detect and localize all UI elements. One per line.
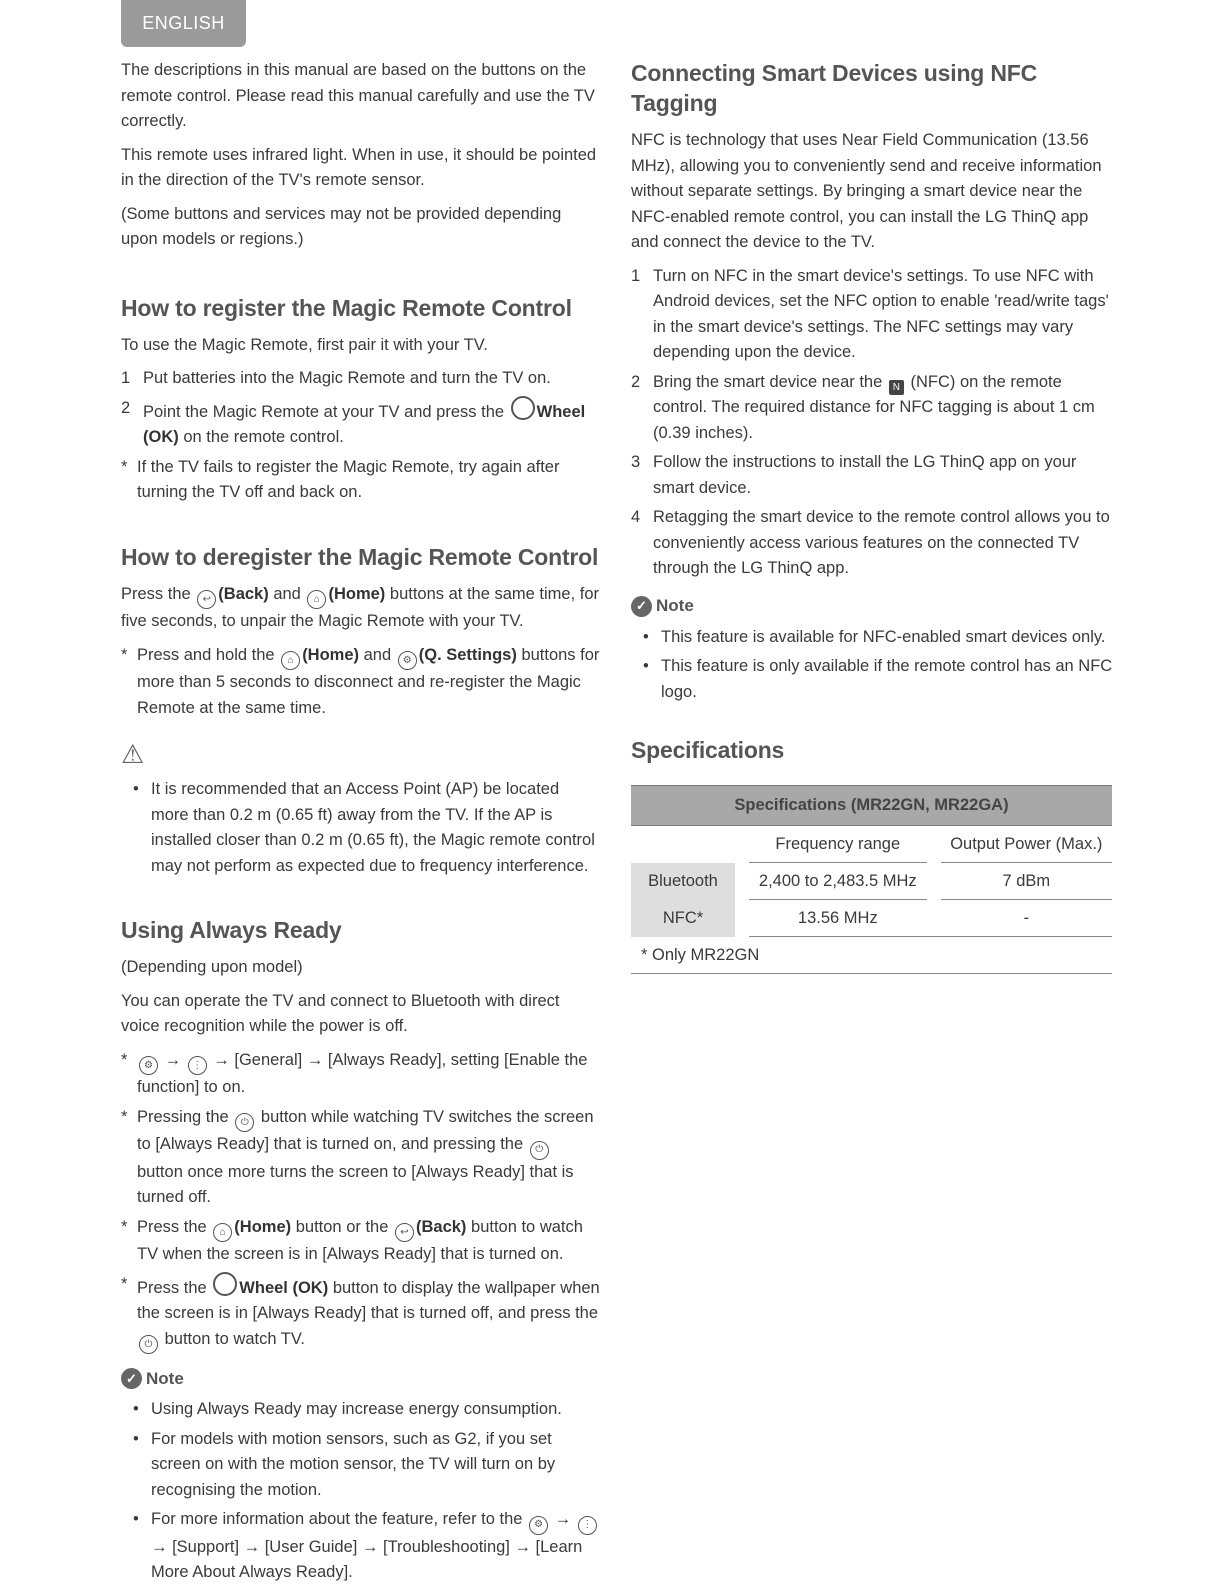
table-cell: -: [941, 900, 1112, 937]
table-footnote: * Only MR22GN: [631, 937, 1112, 974]
back-icon: ↩: [395, 1223, 414, 1242]
deregister-paragraph: Press the ↩ (Back) and ⌂ (Home) buttons at the same time, for five seconds, to unpair the Magic Remote with your TV.: [121, 584, 599, 630]
always-ready-note-heading: ✓ Note: [121, 1368, 601, 1389]
register-step-1: 1 Put batteries into the Magic Remote and turn the TV on.: [121, 369, 551, 387]
intro-paragraph-3: (Some buttons and services may not be provided depending upon models or regions.): [121, 204, 562, 248]
power-icon: ⏻: [235, 1113, 254, 1132]
home-icon: ⌂: [281, 651, 300, 670]
home-icon: ⌂: [213, 1223, 232, 1242]
specifications-heading: Specifications: [631, 737, 785, 763]
note-item: • For more information about the feature, refer to the ⚙ → ⋮ → [Support] → [User Guide] → [Troubleshooting] → [Learn More About Always Ready].: [121, 1507, 601, 1586]
settings-icon: ⚙: [139, 1056, 158, 1075]
check-icon: ✓: [631, 596, 652, 617]
nfc-heading: Connecting Smart Devices using NFC Tagging: [631, 60, 1037, 116]
note-item: • For models with motion sensors, such as G2, if you set screen on with the motion sensor, the TV will turn on by recognising the motion.: [133, 1429, 556, 1499]
power-icon: ⏻: [139, 1335, 158, 1354]
nfc-steps: [631, 264, 1113, 582]
deregister-tip: * Press and hold the ⌂ (Home) and ⚙ (Q. Settings) buttons for more than 5 seconds to disconnect and re-register the Magic Remote at the same time.: [121, 645, 600, 717]
register-lead: To use the Magic Remote, first pair it with your TV.: [121, 335, 488, 354]
intro-paragraph-1: The descriptions in this manual are based on the buttons on the remote control. Please read this manual carefully and use the TV correctly.: [121, 61, 595, 130]
table-cell: 13.56 MHz: [749, 900, 927, 937]
wheel-icon: [511, 396, 535, 420]
intro-paragraph-2: This remote uses infrared light. When in use, it should be pointed in the direction of the TV's remote sensor.: [121, 145, 597, 189]
warning-icon: ⚠: [121, 739, 145, 769]
note-item: • This feature is available for NFC-enabled smart devices only.: [643, 627, 1106, 646]
table-cell: 7 dBm: [941, 863, 1112, 900]
always-ready-tip-3: * Press the ⌂ (Home) button or the ↩ (Back) button to watch TV when the screen is in [Always Ready] that is turned on.: [121, 1217, 583, 1263]
register-tip: * If the TV fails to register the Magic Remote, try again after turning the TV off and back on.: [121, 457, 560, 501]
register-heading: How to register the Magic Remote Control: [121, 294, 572, 321]
left-column: [121, 58, 601, 1590]
always-ready-dependency: (Depending upon model): [121, 958, 303, 976]
nfc-step-2: 2 Bring the smart device near the N (NFC) on the remote control. The required distance for NFC tagging is about 1 cm (0.39 inches).: [631, 372, 1095, 442]
nfc-note-heading: ✓ Note: [631, 596, 1113, 617]
right-column: [631, 58, 1113, 974]
settings-icon: ⚙: [529, 1516, 548, 1535]
always-ready-lead: You can operate the TV and connect to Bluetooth with direct voice recognition while the power is off.: [121, 991, 560, 1035]
column-header-frequency: Frequency range: [749, 826, 927, 863]
nfc-icon: N: [889, 380, 904, 395]
nfc-step-4: 4 Retagging the smart device to the remote control allows you to conveniently access various features on the connected TV through the LG ThinQ app.: [631, 508, 1110, 577]
nfc-step-1: 1 Turn on NFC in the smart device's settings. To use NFC with Android devices, set the NFC option to enable 'read/write tags' in the smart device's settings. The NFC settings may vary depending upon the device.: [631, 266, 1109, 361]
nfc-step-3: 3 Follow the instructions to install the LG ThinQ app on your smart device.: [631, 453, 1077, 497]
column-header-output-power: Output Power (Max.): [941, 826, 1112, 863]
back-icon: ↩: [197, 590, 216, 609]
wheel-icon: [213, 1272, 237, 1296]
always-ready-tip-4: * Press the Wheel (OK) button to display the wallpaper when the screen is in [Always Ready] that is turned off, and press the ⏻ button to watch TV.: [121, 1272, 601, 1355]
check-icon: ✓: [121, 1368, 142, 1389]
nfc-lead: NFC is technology that uses Near Field Communication (13.56 MHz), allowing you to conveniently send and receive information without separate settings. By bringing a smart device near the NFC-enabled remote control, you can install the LG ThinQ app and connect the device to the TV.: [631, 131, 1102, 251]
register-step-2: 2 Point the Magic Remote at your TV and press the Wheel (OK) on the remote control.: [121, 396, 601, 451]
note-item: • Using Always Ready may increase energy consumption.: [133, 1400, 562, 1418]
always-ready-tip-2: * Pressing the ⏻ button while watching TV switches the screen to [Always Ready] that is turned on, and pressing the ⏻ button once more turns the screen to [Always Ready] that is turned off.: [121, 1107, 594, 1206]
more-icon: ⋮: [188, 1056, 207, 1075]
row-header-nfc: NFC*: [631, 900, 735, 937]
row-header-bluetooth: Bluetooth: [631, 863, 735, 900]
deregister-heading: How to deregister the Magic Remote Control: [121, 543, 599, 570]
more-icon: ⋮: [578, 1516, 597, 1535]
always-ready-notes: [121, 1397, 601, 1586]
home-icon: ⌂: [307, 590, 326, 609]
table-cell: 2,400 to 2,483.5 MHz: [749, 863, 927, 900]
settings-icon: ⚙: [398, 651, 417, 670]
power-icon: ⏻: [530, 1141, 549, 1160]
warning-item: • It is recommended that an Access Point (AP) be located more than 0.2 m (0.65 ft) away from the TV. If the AP is installed closer than 0.2 m (0.65 ft), the Magic remote control may not perform as expected due to frequency interference.: [133, 780, 595, 875]
table-title: Specifications (MR22GN, MR22GA): [631, 785, 1112, 826]
register-steps: [121, 366, 601, 451]
always-ready-heading: Using Always Ready: [121, 917, 342, 943]
specifications-table: [631, 785, 1112, 974]
warning-list: [121, 777, 601, 879]
note-item: • This feature is only available if the remote control has an NFC logo.: [643, 657, 1113, 701]
always-ready-tip-1: * ⚙ → ⋮ → [General] → [Always Ready], setting [Enable the function] to on.: [121, 1050, 588, 1096]
nfc-notes: [631, 625, 1113, 706]
language-tab: ENGLISH: [121, 0, 246, 47]
